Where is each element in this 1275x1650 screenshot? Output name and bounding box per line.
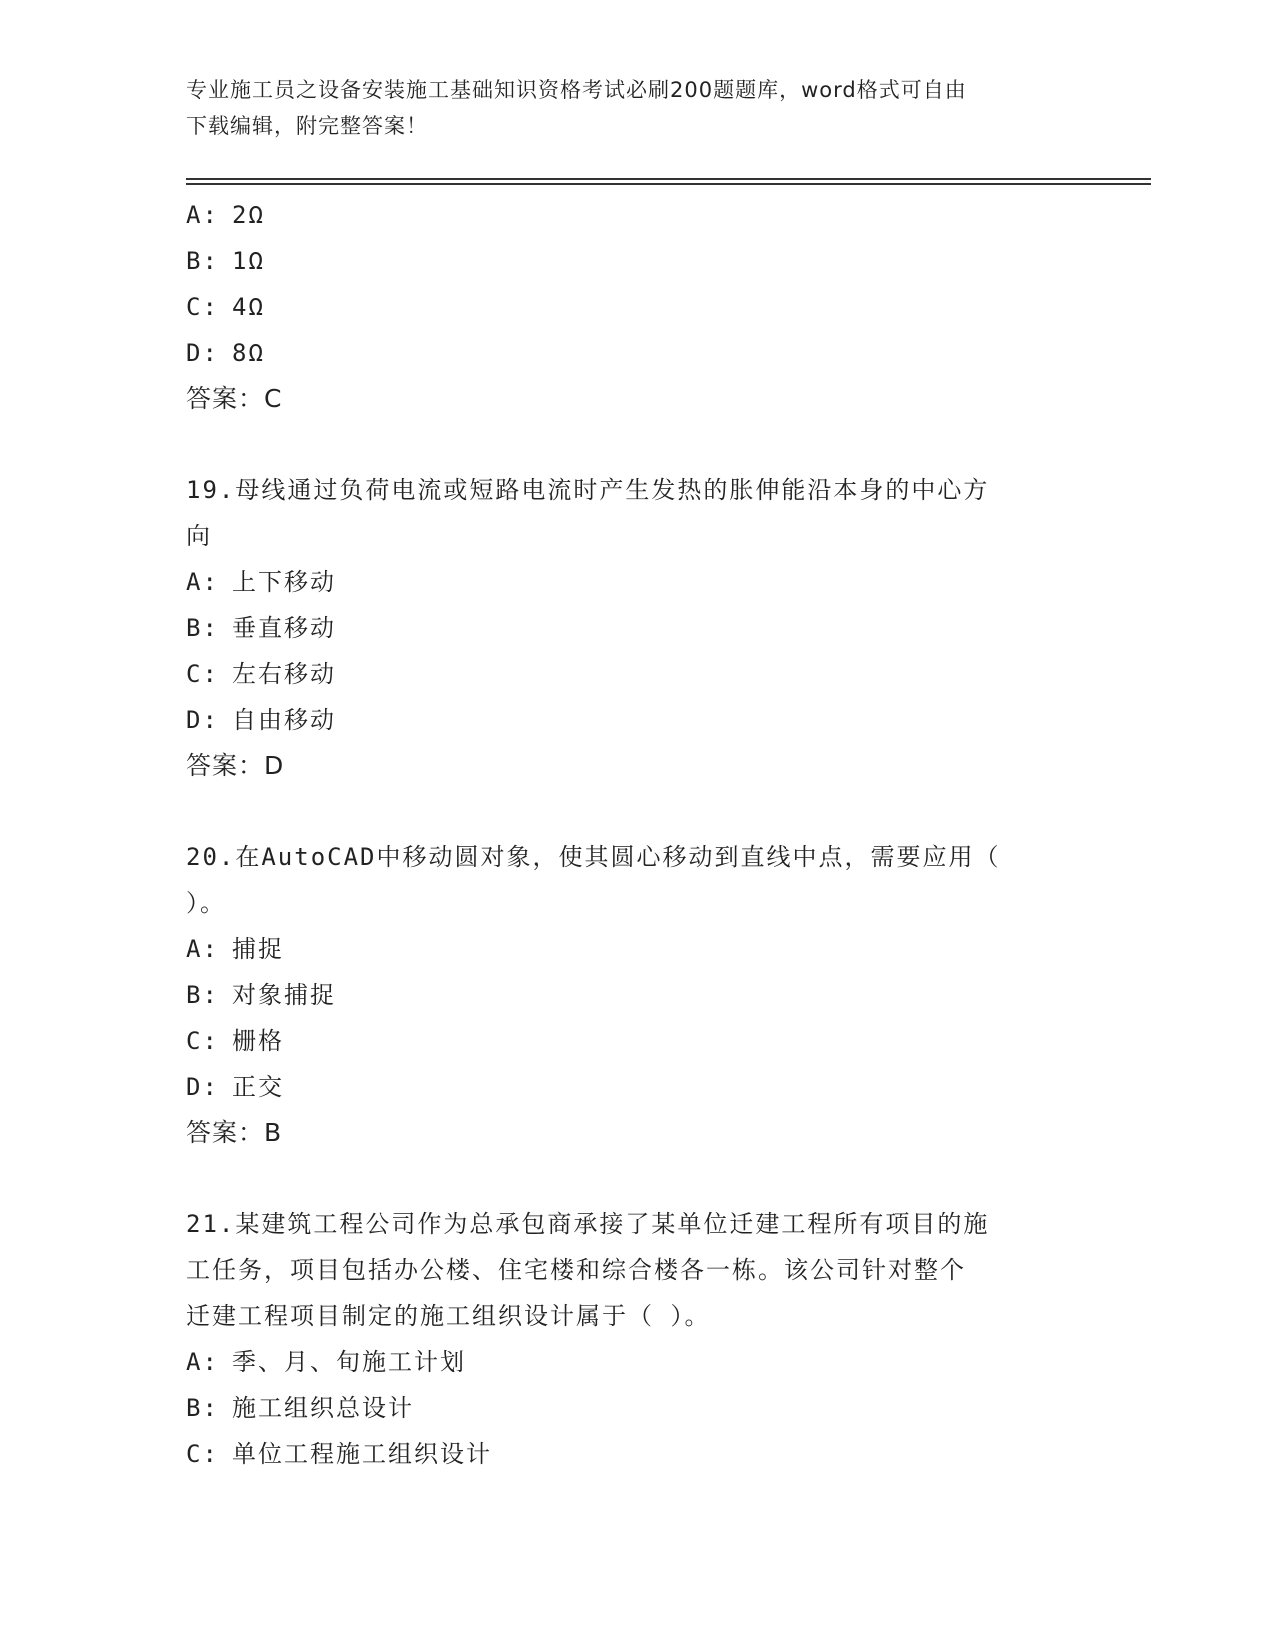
question-text-line: 工任务，项目包括办公楼、住宅楼和综合楼各一栋。该公司针对整个 bbox=[186, 1256, 966, 1284]
option-d: D: 8Ω bbox=[186, 339, 265, 367]
spacer bbox=[186, 1156, 1076, 1201]
option-a: A: 上下移动 bbox=[186, 568, 336, 596]
question-block-20 bbox=[186, 834, 1076, 1156]
question-text-line: 19.母线通过负荷电流或短路电流时产生发热的胀伸能沿本身的中心方 bbox=[186, 476, 990, 504]
option-a: A: 季、月、旬施工计划 bbox=[186, 1348, 466, 1376]
option-c: C: 栅格 bbox=[186, 1027, 284, 1055]
option-c: C: 4Ω bbox=[186, 293, 265, 321]
question-text-line: 20.在AutoCAD中移动圆对象，使其圆心移动到直线中点，需要应用（ bbox=[186, 843, 1001, 871]
header-divider-bottom bbox=[186, 183, 1151, 185]
question-block-18 bbox=[186, 192, 1076, 422]
question-block-21 bbox=[186, 1201, 1076, 1477]
spacer bbox=[186, 422, 1076, 467]
option-b: B: 垂直移动 bbox=[186, 614, 336, 642]
option-c: C: 左右移动 bbox=[186, 660, 336, 688]
spacer bbox=[186, 789, 1076, 834]
option-d: D: 正交 bbox=[186, 1073, 284, 1101]
header-line-1: 专业施工员之设备安装施工基础知识资格考试必刷200题题库，word格式可自由 bbox=[186, 78, 967, 102]
header-line-2: 下载编辑，附完整答案！ bbox=[186, 114, 428, 138]
question-text-line: 迁建工程项目制定的施工组织设计属于（ ）。 bbox=[186, 1302, 711, 1330]
answer-line: 答案：D bbox=[186, 751, 285, 780]
answer-line: 答案：C bbox=[186, 384, 283, 413]
option-a: A: 2Ω bbox=[186, 201, 265, 229]
question-text-line: 向 bbox=[186, 522, 212, 550]
option-d: D: 自由移动 bbox=[186, 706, 336, 734]
option-b: B: 1Ω bbox=[186, 247, 265, 275]
answer-line: 答案：B bbox=[186, 1118, 283, 1147]
question-text-line: 21.某建筑工程公司作为总承包商承接了某单位迁建工程所有项目的施 bbox=[186, 1210, 990, 1238]
option-a: A: 捕捉 bbox=[186, 935, 284, 963]
option-b: B: 对象捕捉 bbox=[186, 981, 336, 1009]
document-header bbox=[186, 72, 1066, 144]
question-block-19 bbox=[186, 467, 1076, 789]
question-text-line: ）。 bbox=[186, 889, 226, 917]
header-divider-top bbox=[186, 178, 1151, 180]
option-c: C: 单位工程施工组织设计 bbox=[186, 1440, 492, 1468]
option-b: B: 施工组织总设计 bbox=[186, 1394, 414, 1422]
question-list bbox=[186, 192, 1076, 1477]
